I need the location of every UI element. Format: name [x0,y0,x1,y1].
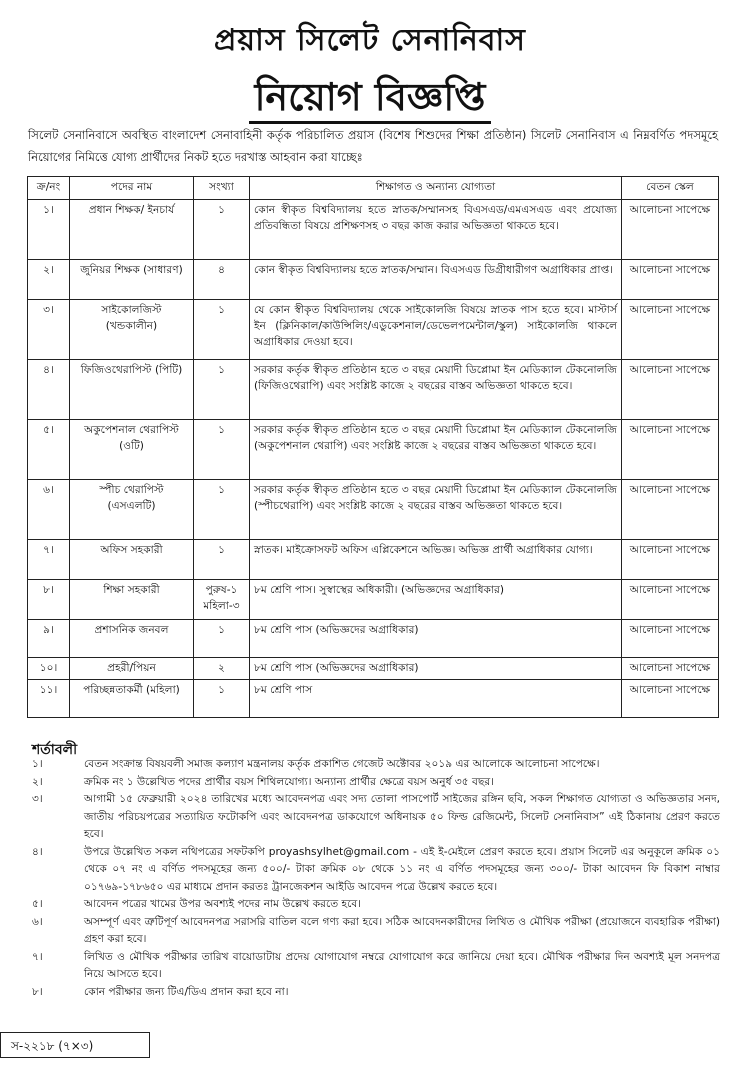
table-row [28,360,719,420]
row-salary: আলোচনা সাপেক্ষে [622,580,719,620]
row-serial: ৮। [28,580,70,620]
table-row [28,620,719,658]
notice-title-text: নিয়োগ বিজ্ঞপ্তি [249,75,492,124]
row-salary: আলোচনা সাপেক্ষে [622,300,719,360]
row-qualification: ৮ম শ্রেণি পাস (অভিজ্ঞদের অগ্রাধিকার) [250,620,622,658]
row-count: পুরুষ-১ মহিলা-৩ [194,580,250,620]
row-serial: ৯। [28,620,70,658]
row-count: ১ [194,680,250,718]
notice-title [0,68,740,132]
row-serial: ৪। [28,360,70,420]
intro-paragraph: সিলেট সেনানিবাসে অবস্থিত বাংলাদেশ সেনাবাহিনী কর্তৃক পরিচালিত প্রয়াস (বিশেষ শিশুদের শিক্ষা প্রতিষ্ঠান) সিলেট সেনানিবাস এ নিম্নবর্ণিত পদসমূহে নিয়োগের নিমিত্তে যোগ্য প্রার্থীদের নিকট হতে দরখাস্ত আহবান করা যাচ্ছেঃ [28,128,718,164]
term-text: ক্রমিক নং ১ উল্লেখিত পদের প্রার্থীর বয়স শিথিলযোগ্য। অন্যান্য প্রার্থীর ক্ষেত্রে বয়স অনুর্ধ ৩৫ বছর। [84,775,494,788]
row-count: ১ [194,300,250,360]
terms-heading: শর্তাবলী [32,742,78,758]
term-number: ৮। [32,985,43,998]
term-item [28,774,720,792]
row-post-name: সাইকোলজিস্ট (খন্ডকালীন) [70,300,194,360]
term-text: আগামী ১৫ ফেব্রুয়ারী ২০২৪ তারিখের মধ্যে আবেদনপত্র এবং সদ্য তোলা পাসপোর্ট সাইজের রঙ্গিন ছবি, সকল শিক্ষাগত যোগ্যতা ও অভিজ্ঞতার সনদ, জাতীয় পরিচয়পত্রের সত্যায়িত ফটোকপি এবং আবেদনপত্র ডাকযোগে অধিনায়ক ৫০ ফিল্ড রেজিমেন্ট, সিলেট সেনানিবাস” এই ঠিকানায় প্রেরণ করতে হবে। [84,793,720,840]
term-number: ৫। [32,898,43,910]
vacancy-table [27,176,719,718]
term-text: কোন পরীক্ষার জন্য টিএ/ডিএ প্রদান করা হবে না। [84,985,289,998]
row-post-name: প্রধান শিক্ষক/ ইনচার্য [70,200,194,260]
term-text: বেতন সংক্রান্ত বিষয়বলী সমাজ কল্যাণ মন্ত্রনালয় কর্তৃক প্রকাশিত গেজেট অক্টোবর ২০১৯ এর আলোকে আলোচনা সাপেক্ষে। [84,758,600,770]
row-post-name: পরিচ্ছন্নতাকর্মী (মহিলা) [70,680,194,718]
row-post-name: অফিস সহকারী [70,540,194,580]
table-row [28,540,719,580]
table-row [28,580,719,620]
term-number: ১। [32,758,43,770]
row-post-name: প্রহরী/পিয়ন [70,658,194,680]
term-number: ৩। [32,793,43,805]
row-count: ২ [194,658,250,680]
term-number: ৬। [32,915,43,928]
row-serial: ৫। [28,420,70,480]
row-salary: আলোচনা সাপেক্ষে [622,360,719,420]
row-serial: ১। [28,200,70,260]
row-salary: আলোচনা সাপেক্ষে [622,420,719,480]
term-text: আবেদন পত্রের খামের উপর অবশ্যই পদের নাম উল্লেখ করতে হবে। [84,898,362,910]
row-post-name: শিক্ষা সহকারী [70,580,194,620]
row-post-name: স্পীচ থেরাপিস্ট (এসএলটি) [70,480,194,540]
row-serial: ২। [28,260,70,300]
row-serial: ১০। [28,658,70,680]
header-qualification: শিক্ষাগত ও অন্যান্য যোগ্যতা [250,177,622,200]
row-qualification: কোন স্বীকৃত বিশ্ববিদ্যালয় হতে স্নাতক/সম্মান। বিএসএড ডিগ্রীধারীগণ অগ্রাধিকার প্রাপ্ত। [250,260,622,300]
term-text: উপরে উল্লেখিত সকল নথিপত্রের সফটকপি proyashsylhet@gmail.com - এই ই-মেইলে প্রেরণ করতে হবে। প্রয়াস সিলেট এর অনুকূলে ক্রমিক ০১ থেকে ০৭ নং এ বর্ণিত পদসমূহের জন্য ৫০০/- টাকা ক্রমিক ০৮ থেকে ১১ নং এ বর্ণিত পদসমূহের জন্য ৩০০/- টাকা আবেদন ফি বিকাশ নাম্বার ০১৭৬৯-১৭৮৬৫০ এর মাধ্যমে প্রদান করতঃ ট্রানজেকশন আইডি আবেদন পত্রে উল্লেখ করতে হবে। [84,845,720,893]
term-number: ২। [32,775,43,788]
table-header-row [28,177,719,200]
row-count: ১ [194,540,250,580]
table-row [28,200,719,260]
row-qualification: যে কোন স্বীকৃত বিশ্ববিদ্যালয় থেকে সাইকোলজি বিষয়ে স্নাতক পাস হতে হবে। মাস্টার্স ইন (ক্লিনিকাল/কাউন্সিলিং/এডুকেশনাল/ডেভেলপমেন্টাল/স্কুল) সাইকোলজি থাকলে অগ্রাধিকার দেওয়া হবে। [250,300,622,360]
row-qualification: কোন স্বীকৃত বিশ্ববিদ্যালয় হতে স্নাতক/সম্মানসহ বিএসএড/এমএসএড এবং প্রযোজ্য প্রতিবন্ধিতা বিষয়ে প্রশিক্ষণসহ ৩ বছর কাজ করার অভিজ্ঞতা থাকতে হবে। [250,200,622,260]
row-salary: আলোচনা সাপেক্ষে [622,200,719,260]
row-post-name: ফিজিওথেরাপিস্ট (পিটি) [70,360,194,420]
row-salary: আলোচনা সাপেক্ষে [622,540,719,580]
header-salary: বেতন স্কেল [622,177,719,200]
table-row [28,680,719,718]
row-qualification: ৮ম শ্রেণি পাস (অভিজ্ঞদের অগ্রাধিকার) [250,658,622,680]
row-qualification: স্নাতক। মাইক্রোসফট অফিস এপ্লিকেশনে অভিজ্ঞ। অভিজ্ঞ প্রার্থী অগ্রাধিকার যোগ্য। [250,540,622,580]
row-post-name: অকুপেশনাল থেরাপিস্ট (ওটি) [70,420,194,480]
row-post-name: জুনিয়র শিক্ষক (সাধারণ) [70,260,194,300]
row-qualification: ৮ম শ্রেণি পাস। সুস্বাস্থের অধিকারী। (অভিজ্ঞদের অগ্রাধিকার) [250,580,622,620]
term-item [28,984,720,1002]
table-row [28,260,719,300]
row-serial: ৩। [28,300,70,360]
row-salary: আলোচনা সাপেক্ষে [622,260,719,300]
row-count: ১ [194,360,250,420]
row-count: ১ [194,480,250,540]
term-item [28,914,720,949]
header-post-name: পদের নাম [70,177,194,200]
row-qualification: সরকার কর্তৃক স্বীকৃত প্রতিষ্ঠান হতে ৩ বছর মেয়াদী ডিপ্লোমা ইন মেডিক্যাল টেকনোলজি (স্পীচথেরাপি) এবং সংশ্লিষ্ট কাজে ২ বছরের বাস্তব অভিজ্ঞতা থাকতে হবে। [250,480,622,540]
term-text: লিখিত ও মৌখিক পরীক্ষার তারিখ বায়োডাটায় প্রদেয় যোগাযোগ নম্বরে যোগাযোগ করে জানিয়ে দেয়া হবে। মৌখিক পরীক্ষার দিন অবশ্যই মূল সনদপত্র নিয়ে আসতে হবে। [84,950,720,980]
term-item [28,896,720,914]
term-item [28,844,720,897]
row-qualification: সরকার কর্তৃক স্বীকৃত প্রতিষ্ঠান হতে ৩ বছর মেয়াদী ডিপ্লোমা ইন মেডিক্যাল টেকনোলজি (ফিজিওথেরাপি) এবং সংশ্লিষ্ট কাজে ২ বছরের বাস্তব অভিজ্ঞতা থাকতে হবে। [250,360,622,420]
term-item [28,791,720,844]
reference-box: স-২২১৮ (৭×৩) [0,1032,150,1058]
row-serial: ১১। [28,680,70,718]
term-number: ৪। [32,845,43,858]
header-count: সংখ্যা [194,177,250,200]
term-item [28,756,720,774]
row-salary: আলোচনা সাপেক্ষে [622,680,719,718]
terms-list [28,756,720,1001]
row-post-name: প্রশাসনিক জনবল [70,620,194,658]
organization-name: প্রয়াস সিলেট সেনানিবাস [214,23,526,58]
row-serial: ৬। [28,480,70,540]
row-count: ১ [194,200,250,260]
term-text: অসম্পূর্ণ এবং ত্রুটিপূর্ণ আবেদনপত্র সরাসরি বাতিল বলে গণ্য করা হবে। সঠিক আবেদনকারীদের লিখিত ও মৌখিক পরীক্ষা (প্রয়োজনে ব্যবহারিক পরীক্ষা) গ্রহণ করা হবে। [84,915,720,945]
row-qualification: সরকার কর্তৃক স্বীকৃত প্রতিষ্ঠান হতে ৩ বছর মেয়াদী ডিপ্লোমা ইন মেডিক্যাল টেকনোলজি (অকুপেশনাল থেরাপি) এবং সংশ্লিষ্ট কাজে ২ বছরের বাস্তব অভিজ্ঞতা থাকতে হবে। [250,420,622,480]
term-item [28,949,720,984]
row-count: ১ [194,420,250,480]
table-row [28,480,719,540]
table-row [28,420,719,480]
row-count: ১ [194,620,250,658]
row-serial: ৭। [28,540,70,580]
row-qualification: ৮ম শ্রেণি পাস [250,680,622,718]
row-salary: আলোচনা সাপেক্ষে [622,658,719,680]
table-row [28,658,719,680]
term-number: ৭। [32,950,43,963]
table-row [28,300,719,360]
header-serial: ক্র/নং [28,177,70,200]
row-salary: আলোচনা সাপেক্ষে [622,620,719,658]
row-count: ৪ [194,260,250,300]
row-salary: আলোচনা সাপেক্ষে [622,480,719,540]
